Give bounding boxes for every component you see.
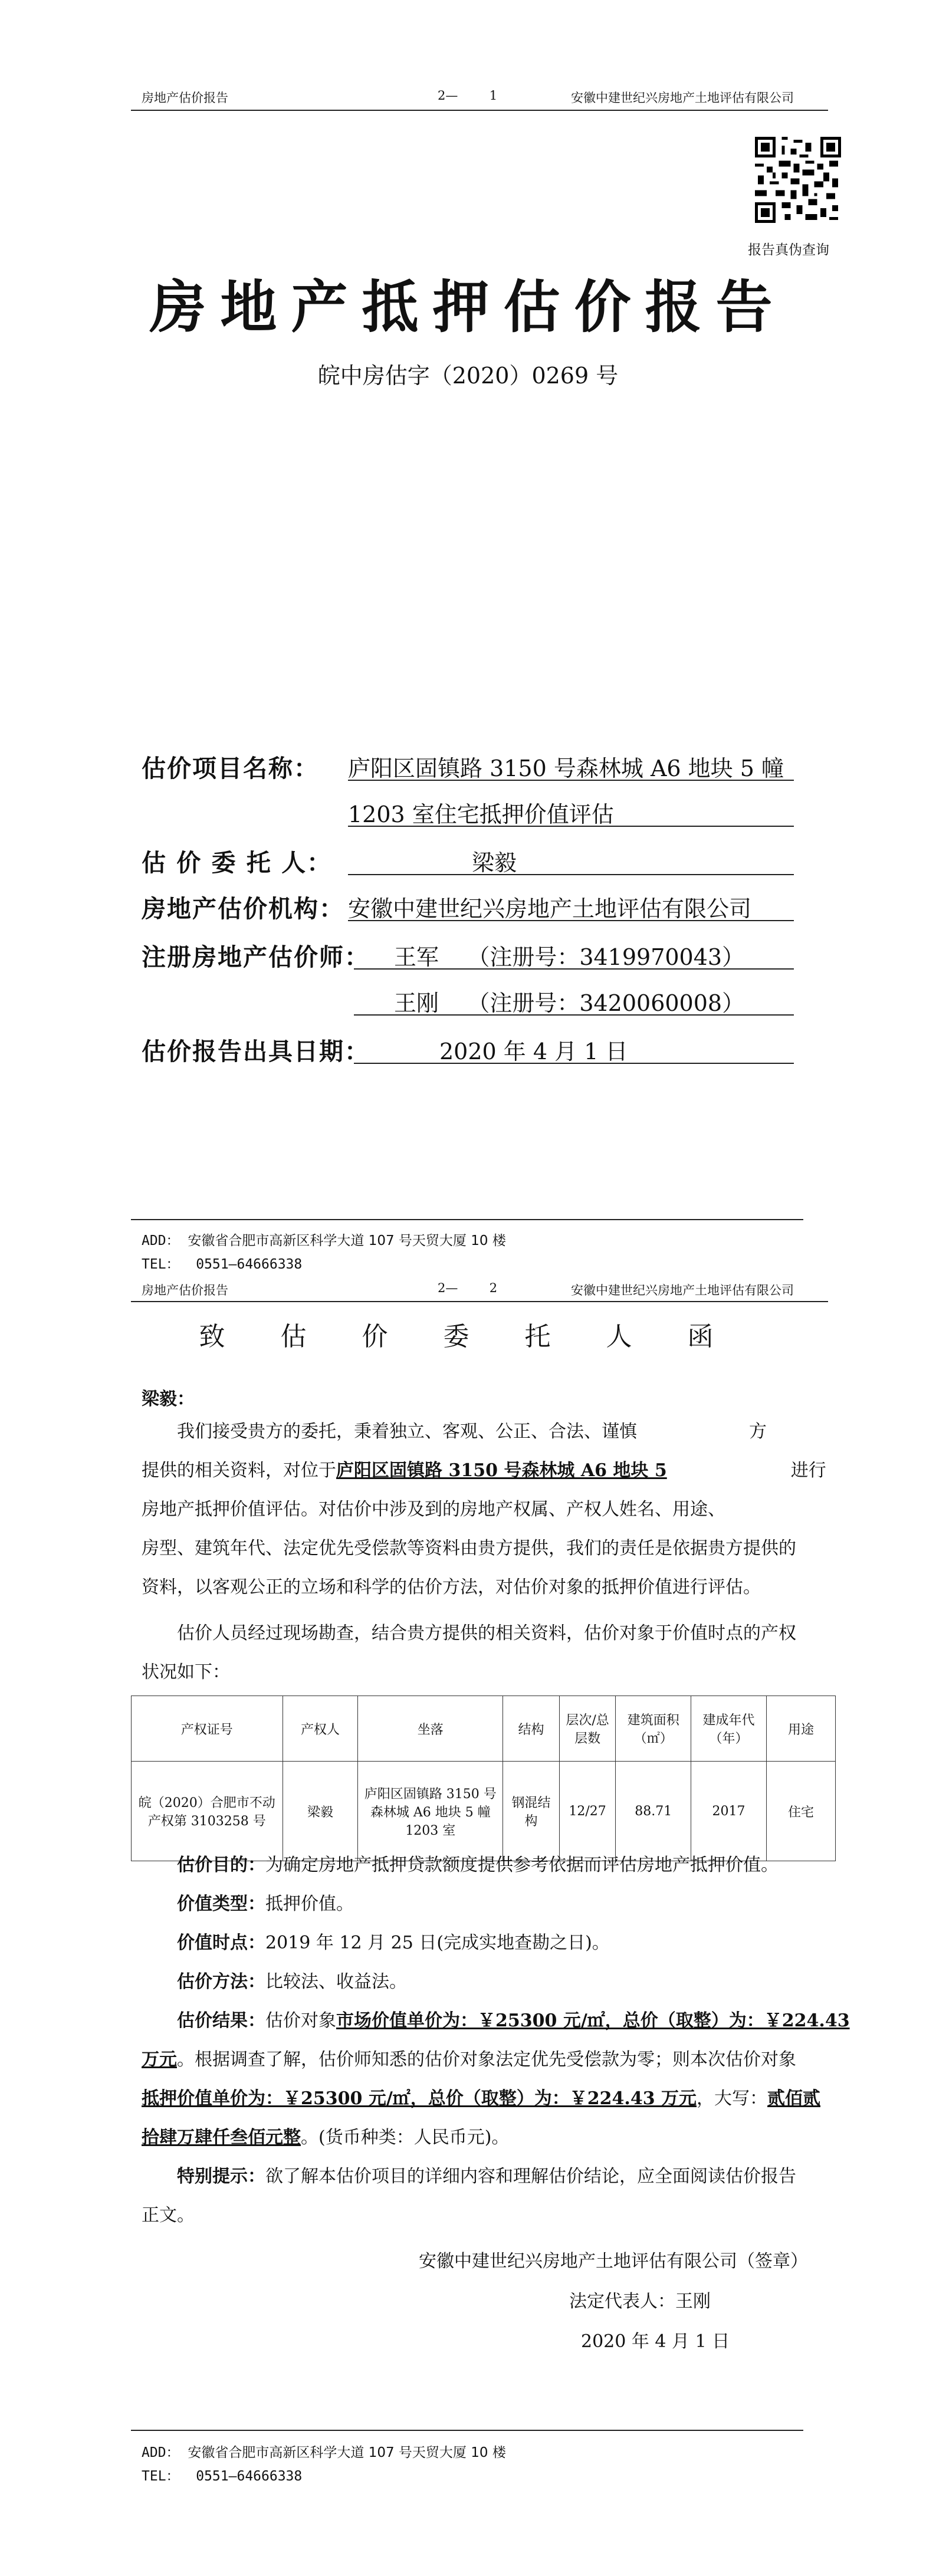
client-value: 梁毅 (472, 850, 517, 876)
header-right: 安徽中建世纪兴房地产土地评估有限公司 (571, 1283, 794, 1297)
market-value-text: 市场价值单价为：￥25300 元/㎡，总价（取整）为：￥224.43 (336, 2010, 850, 2031)
property-address-underlined: 庐阳区固镇路 3150 号森林城 A6 地块 5 (336, 1460, 667, 1481)
table-cell: 住宅 (766, 1762, 835, 1861)
table-cell: 2017 (691, 1762, 767, 1861)
text: 我们接受贵方的委托，秉着独立、客观、公正、合法、谨慎 (177, 1421, 637, 1442)
header-rule (131, 110, 828, 111)
appraiser-2: 王刚 （注册号：3420060008） (394, 990, 745, 1016)
project-value-line1: 庐阳区固镇路 3150 号森林城 A6 地块 5 幢 (348, 755, 784, 781)
footer-address (142, 2442, 506, 2461)
paragraph-line: 资料，以客观公正的立场和科学的估价方法，对估价对象的抵押价值进行评估。 (142, 1577, 761, 1598)
qr-caption: 报告真伪查询 (748, 242, 829, 258)
date-label: 估价报告出具日期： (142, 1037, 370, 1066)
project-value-line2: 1203 室住宅抵押价值评估 (348, 801, 614, 827)
table-cell: 12/27 (559, 1762, 616, 1861)
table-header-cell: 结构 (503, 1696, 560, 1762)
footer-rule (131, 2430, 803, 2431)
footer-add-label: ADD： (142, 2445, 180, 2460)
table-header-cell: 建成年代（年） (691, 1696, 767, 1762)
value-type-line (177, 1885, 354, 1924)
footer-address (142, 1230, 506, 1249)
header-left: 房地产估价报告 (142, 91, 228, 105)
salutation: 梁毅： (142, 1389, 195, 1409)
text: 进行 (790, 1460, 826, 1481)
report-title: 房地产抵押估价报告 (149, 274, 787, 340)
report-number: 皖中房估字（2020）0269 号 (317, 363, 619, 389)
header-page-number: 2— 1 (438, 88, 498, 103)
purpose-line (177, 1846, 779, 1885)
footer-add-text: 安徽省合肥市高新区科学大道 107 号天贸大厦 10 楼 (188, 1233, 506, 1248)
table-cell: 庐阳区固镇路 3150 号森林城 A6 地块 5 幢 1203 室 (358, 1762, 503, 1861)
property-rights-table (131, 1696, 836, 1861)
note-line-2: 正文。 (142, 2205, 195, 2226)
text: 方 (749, 1421, 767, 1442)
method-label: 估价方法： (177, 1972, 265, 1992)
value-type-value: 抵押价值。 (265, 1894, 354, 1914)
underline (348, 780, 794, 781)
client-label: 估 价 委 托 人： (142, 849, 333, 877)
value-time-line (177, 1924, 610, 1963)
result-line-4 (142, 2118, 509, 2157)
text: 万元 (142, 2049, 177, 2070)
purpose-label: 估价目的： (177, 1855, 265, 1875)
project-label: 估价项目名称： (142, 754, 319, 783)
header-left: 房地产估价报告 (142, 1283, 228, 1297)
table-header-cell: 层次/总层数 (559, 1696, 616, 1762)
header-page-number: 2— 2 (438, 1281, 498, 1295)
appraiser-label: 注册房地产估价师： (142, 943, 370, 971)
text: 提供的相关资料，对位于 (142, 1460, 336, 1481)
table-cell: 88.71 (616, 1762, 691, 1861)
legal-representative: 法定代表人：王刚 (569, 2291, 711, 2312)
method-value: 比较法、收益法。 (265, 1972, 407, 1992)
value-time-value: 2019 年 12 月 25 日(完成实地查勘之日)。 (265, 1933, 610, 1953)
appraiser-1: 王军 （注册号：3419970043） (394, 944, 745, 970)
paragraph-line: 状况如下： (142, 1662, 230, 1683)
table-cell: 钢混结构 (503, 1762, 560, 1861)
qr-code-icon[interactable] (755, 137, 841, 223)
letter-title: 致 估 价 委 托 人 函 (199, 1322, 737, 1352)
note-line-1 (177, 2157, 796, 2196)
footer-add-text: 安徽省合肥市高新区科学大道 107 号天贸大厦 10 楼 (188, 2445, 506, 2460)
table-header-cell: 产权证号 (132, 1696, 283, 1762)
value-type-label: 价值类型： (177, 1894, 265, 1914)
text: 。(货币种类：人民币元)。 (301, 2127, 510, 2148)
result-line-1 (177, 2002, 850, 2041)
note-text: 欲了解本估价项目的详细内容和理解估价结论，应全面阅读估价报告 (265, 2166, 796, 2187)
mortgage-value-text: 抵押价值单价为：￥25300 元/㎡，总价（取整）为：￥224.43 万元 (142, 2088, 697, 2109)
header-right: 安徽中建世纪兴房地产土地评估有限公司 (571, 91, 794, 105)
underline (354, 1014, 794, 1016)
underline (348, 826, 794, 827)
footer-tel: TEL： 0551—64666338 (142, 2469, 303, 2484)
footer-add-label: ADD： (142, 1233, 180, 1248)
method-line (177, 1963, 407, 2002)
paragraph-line: 房型、建筑年代、法定优先受偿款等资料由贵方提供，我们的责任是依据贵方提供的 (142, 1538, 796, 1559)
table-cell: 梁毅 (283, 1762, 358, 1861)
result-line-2 (142, 2041, 796, 2079)
signer: 安徽中建世纪兴房地产土地评估有限公司（签章） (419, 2251, 808, 2272)
table-header-cell: 建筑面积（㎡） (616, 1696, 691, 1762)
agency-value: 安徽中建世纪兴房地产土地评估有限公司 (348, 896, 752, 922)
text: 贰佰贰 (767, 2088, 821, 2109)
table-header-row (132, 1696, 836, 1762)
result-line-3 (142, 2079, 820, 2118)
table-cell: 皖（2020）合肥市不动产权第 3103258 号 (132, 1762, 283, 1861)
table-header-cell: 用途 (766, 1696, 835, 1762)
paragraph-line (177, 1412, 767, 1451)
footer-rule (131, 1219, 803, 1220)
purpose-value: 为确定房地产抵押贷款额度提供参考依据而评估房地产抵押价值。 (265, 1855, 779, 1875)
sign-date: 2020 年 4 月 1 日 (581, 2331, 730, 2352)
underline (354, 1063, 794, 1064)
table-header-cell: 产权人 (283, 1696, 358, 1762)
text: 。根据调查了解，估价师知悉的估价对象法定优先受偿款为零；则本次估价对象 (177, 2049, 796, 2070)
text: ，大写： (697, 2088, 768, 2109)
value-time-label: 价值时点： (177, 1933, 265, 1953)
underline (348, 920, 794, 921)
table-header-cell: 坐落 (358, 1696, 503, 1762)
note-label: 特别提示： (177, 2166, 265, 2187)
text: 估价对象 (265, 2010, 336, 2031)
footer-tel: TEL： 0551—64666338 (142, 1257, 303, 1272)
header-rule (131, 1301, 828, 1302)
agency-label: 房地产估价机构： (142, 895, 344, 923)
paragraph-line: 房地产抵押价值评估。对估价中涉及到的房地产权属、产权人姓名、用途、 (142, 1499, 725, 1520)
paragraph-line: 估价人员经过现场勘查，结合贵方提供的相关资料，估价对象于价值时点的产权 (177, 1623, 796, 1644)
underline (354, 968, 794, 970)
result-label: 估价结果： (177, 2010, 265, 2031)
paragraph-line (142, 1451, 826, 1490)
date-value: 2020 年 4 月 1 日 (439, 1039, 628, 1064)
amount-in-words: 拾肆万肆仟叁佰元整 (142, 2127, 301, 2148)
underline (348, 874, 794, 875)
